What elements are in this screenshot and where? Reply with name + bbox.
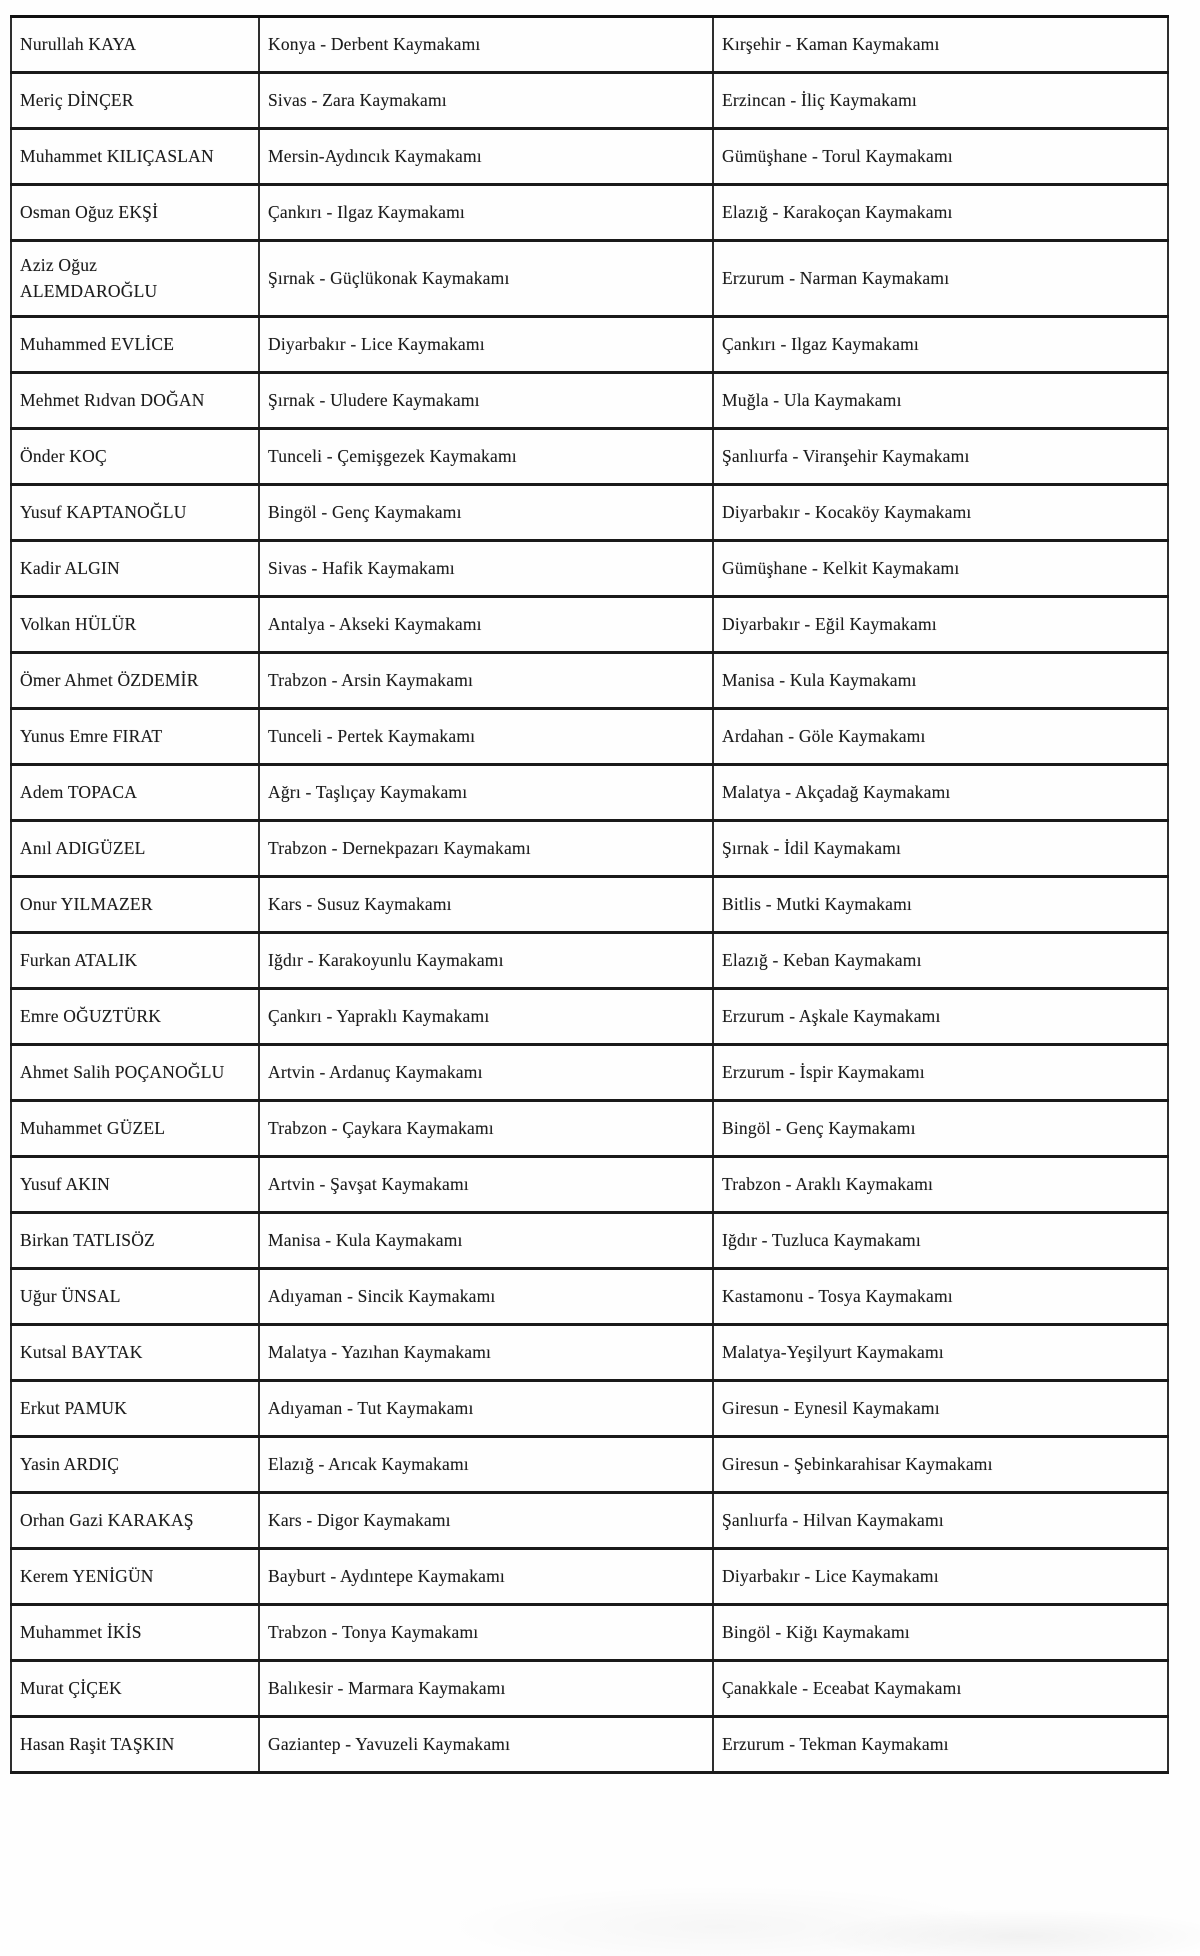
previous-post-cell [259, 821, 713, 877]
new-post-cell [713, 933, 1168, 989]
new-post-cell [713, 373, 1168, 429]
table-row [11, 17, 1168, 73]
table-row [11, 541, 1168, 597]
previous-post-cell-text: Tunceli - Çemişgezek Kaymakamı [268, 446, 517, 466]
table-row [11, 485, 1168, 541]
name-cell-text: Furkan ATALIK [20, 950, 138, 970]
previous-post-cell [259, 1325, 713, 1381]
previous-post-cell [259, 1045, 713, 1101]
previous-post-cell [259, 989, 713, 1045]
table-row [11, 129, 1168, 185]
new-post-cell-text: Bingöl - Genç Kaymakamı [722, 1118, 916, 1138]
new-post-cell-text: Diyarbakır - Kocaköy Kaymakamı [722, 502, 972, 522]
new-post-cell [713, 1661, 1168, 1717]
new-post-cell [713, 1549, 1168, 1605]
previous-post-cell-text: Bingöl - Genç Kaymakamı [268, 502, 462, 522]
name-cell [11, 821, 259, 877]
new-post-cell [713, 485, 1168, 541]
name-cell-text: Kadir ALGIN [20, 558, 120, 578]
name-cell-text: Osman Oğuz EKŞİ [20, 202, 159, 222]
table-row [11, 653, 1168, 709]
table-row [11, 1213, 1168, 1269]
name-cell-text: Meriç DİNÇER [20, 90, 134, 110]
new-post-cell [713, 541, 1168, 597]
name-cell [11, 241, 259, 317]
table-row [11, 1437, 1168, 1493]
name-cell-text: Kutsal BAYTAK [20, 1342, 143, 1362]
name-cell [11, 877, 259, 933]
previous-post-cell [259, 1605, 713, 1661]
table-row [11, 241, 1168, 317]
previous-post-cell [259, 1493, 713, 1549]
previous-post-cell [259, 1661, 713, 1717]
new-post-cell [713, 185, 1168, 241]
name-cell [11, 185, 259, 241]
previous-post-cell [259, 1381, 713, 1437]
previous-post-cell [259, 241, 713, 317]
new-post-cell [713, 17, 1168, 73]
name-cell-text: Volkan HÜLÜR [20, 614, 137, 634]
name-cell-text: Murat ÇİÇEK [20, 1678, 122, 1698]
name-cell [11, 1717, 259, 1773]
previous-post-cell-text: Trabzon - Dernekpazarı Kaymakamı [268, 838, 531, 858]
new-post-cell-text: Ardahan - Göle Kaymakamı [722, 726, 926, 746]
previous-post-cell [259, 373, 713, 429]
previous-post-cell [259, 1717, 713, 1773]
appointments-table [10, 15, 1169, 1774]
previous-post-cell [259, 1549, 713, 1605]
new-post-cell-text: Erzincan - İliç Kaymakamı [722, 90, 917, 110]
name-cell [11, 1045, 259, 1101]
previous-post-cell-text: Sivas - Hafik Kaymakamı [268, 558, 455, 578]
name-cell-text: Emre OĞUZTÜRK [20, 1006, 162, 1026]
previous-post-cell-text: Çankırı - Yapraklı Kaymakamı [268, 1006, 490, 1026]
previous-post-cell-text: Trabzon - Arsin Kaymakamı [268, 670, 474, 690]
name-cell [11, 933, 259, 989]
name-cell [11, 541, 259, 597]
new-post-cell [713, 129, 1168, 185]
table-row [11, 989, 1168, 1045]
previous-post-cell-text: Ağrı - Taşlıçay Kaymakamı [268, 782, 468, 802]
name-cell [11, 1381, 259, 1437]
table-row [11, 1605, 1168, 1661]
appointments-table-body [11, 17, 1168, 1773]
new-post-cell [713, 653, 1168, 709]
name-cell [11, 1101, 259, 1157]
previous-post-cell-text: Konya - Derbent Kaymakamı [268, 34, 481, 54]
previous-post-cell [259, 1213, 713, 1269]
new-post-cell-text: Muğla - Ula Kaymakamı [722, 390, 902, 410]
previous-post-cell [259, 597, 713, 653]
previous-post-cell-text: Çankırı - Ilgaz Kaymakamı [268, 202, 465, 222]
previous-post-cell-text: Bayburt - Aydıntepe Kaymakamı [268, 1566, 505, 1586]
table-row [11, 1325, 1168, 1381]
new-post-cell [713, 1269, 1168, 1325]
new-post-cell-text: Manisa - Kula Kaymakamı [722, 670, 917, 690]
name-cell [11, 1157, 259, 1213]
previous-post-cell [259, 129, 713, 185]
previous-post-cell-text: Trabzon - Tonya Kaymakamı [268, 1622, 479, 1642]
new-post-cell-text: Giresun - Eynesil Kaymakamı [722, 1398, 940, 1418]
previous-post-cell-text: Kars - Digor Kaymakamı [268, 1510, 451, 1530]
previous-post-cell-text: Tunceli - Pertek Kaymakamı [268, 726, 476, 746]
table-row [11, 1101, 1168, 1157]
table-row [11, 1549, 1168, 1605]
previous-post-cell [259, 1269, 713, 1325]
name-cell-text: Ahmet Salih POÇANOĞLU [20, 1062, 225, 1082]
table-row [11, 73, 1168, 129]
new-post-cell [713, 989, 1168, 1045]
name-cell-text: Aziz Oğuz ALEMDAROĞLU [20, 255, 158, 301]
new-post-cell [713, 821, 1168, 877]
name-cell-text: Muhammet KILIÇASLAN [20, 146, 214, 166]
previous-post-cell-text: Antalya - Akseki Kaymakamı [268, 614, 482, 634]
name-cell [11, 765, 259, 821]
name-cell [11, 485, 259, 541]
previous-post-cell-text: Manisa - Kula Kaymakamı [268, 1230, 463, 1250]
new-post-cell [713, 429, 1168, 485]
name-cell-text: Hasan Raşit TAŞKIN [20, 1734, 175, 1754]
new-post-cell-text: Malatya-Yeşilyurt Kaymakamı [722, 1342, 944, 1362]
name-cell-text: Mehmet Rıdvan DOĞAN [20, 390, 205, 410]
new-post-cell [713, 73, 1168, 129]
new-post-cell [713, 1157, 1168, 1213]
new-post-cell-text: Gümüşhane - Torul Kaymakamı [722, 146, 953, 166]
previous-post-cell-text: Artvin - Ardanuç Kaymakamı [268, 1062, 483, 1082]
new-post-cell [713, 1717, 1168, 1773]
name-cell-text: Yusuf KAPTANOĞLU [20, 502, 187, 522]
previous-post-cell-text: Kars - Susuz Kaymakamı [268, 894, 452, 914]
table-row [11, 1269, 1168, 1325]
new-post-cell [713, 1493, 1168, 1549]
previous-post-cell [259, 17, 713, 73]
table-row [11, 933, 1168, 989]
new-post-cell [713, 1213, 1168, 1269]
previous-post-cell [259, 1437, 713, 1493]
previous-post-cell [259, 541, 713, 597]
name-cell-text: Adem TOPACA [20, 782, 138, 802]
previous-post-cell [259, 709, 713, 765]
name-cell-text: Uğur ÜNSAL [20, 1286, 121, 1306]
new-post-cell [713, 709, 1168, 765]
new-post-cell-text: Giresun - Şebinkarahisar Kaymakamı [722, 1454, 993, 1474]
new-post-cell-text: Erzurum - Narman Kaymakamı [722, 268, 950, 288]
previous-post-cell [259, 1101, 713, 1157]
name-cell-text: Muhammet İKİS [20, 1622, 142, 1642]
table-row [11, 429, 1168, 485]
previous-post-cell [259, 653, 713, 709]
previous-post-cell-text: Elazığ - Arıcak Kaymakamı [268, 1454, 469, 1474]
previous-post-cell [259, 933, 713, 989]
table-row [11, 877, 1168, 933]
table-row [11, 1157, 1168, 1213]
name-cell-text: Anıl ADIGÜZEL [20, 838, 146, 858]
new-post-cell [713, 1381, 1168, 1437]
name-cell-text: Onur YILMAZER [20, 894, 153, 914]
previous-post-cell [259, 73, 713, 129]
name-cell [11, 597, 259, 653]
new-post-cell-text: Erzurum - İspir Kaymakamı [722, 1062, 925, 1082]
new-post-cell [713, 1045, 1168, 1101]
table-row [11, 1045, 1168, 1101]
new-post-cell-text: Bingöl - Kiğı Kaymakamı [722, 1622, 910, 1642]
name-cell-text: Muhammet GÜZEL [20, 1118, 166, 1138]
new-post-cell-text: Malatya - Akçadağ Kaymakamı [722, 782, 951, 802]
new-post-cell [713, 877, 1168, 933]
new-post-cell-text: Şanlıurfa - Viranşehir Kaymakamı [722, 446, 970, 466]
new-post-cell-text: Iğdır - Tuzluca Kaymakamı [722, 1230, 921, 1250]
previous-post-cell-text: Malatya - Yazıhan Kaymakamı [268, 1342, 492, 1362]
new-post-cell [713, 1437, 1168, 1493]
previous-post-cell-text: Trabzon - Çaykara Kaymakamı [268, 1118, 494, 1138]
previous-post-cell-text: Iğdır - Karakoyunlu Kaymakamı [268, 950, 504, 970]
new-post-cell-text: Diyarbakır - Eğil Kaymakamı [722, 614, 937, 634]
previous-post-cell [259, 185, 713, 241]
table-row [11, 1493, 1168, 1549]
previous-post-cell-text: Sivas - Zara Kaymakamı [268, 90, 447, 110]
name-cell [11, 1549, 259, 1605]
table-row [11, 1717, 1168, 1773]
new-post-cell [713, 317, 1168, 373]
new-post-cell [713, 1101, 1168, 1157]
previous-post-cell-text: Adıyaman - Tut Kaymakamı [268, 1398, 474, 1418]
previous-post-cell [259, 429, 713, 485]
name-cell [11, 1325, 259, 1381]
name-cell [11, 373, 259, 429]
new-post-cell [713, 1325, 1168, 1381]
name-cell [11, 73, 259, 129]
table-row [11, 373, 1168, 429]
new-post-cell [713, 1605, 1168, 1661]
name-cell-text: Orhan Gazi KARAKAŞ [20, 1510, 194, 1530]
table-row [11, 185, 1168, 241]
previous-post-cell-text: Şırnak - Uludere Kaymakamı [268, 390, 480, 410]
table-row [11, 765, 1168, 821]
previous-post-cell [259, 317, 713, 373]
name-cell [11, 1269, 259, 1325]
new-post-cell-text: Şırnak - İdil Kaymakamı [722, 838, 902, 858]
table-row [11, 317, 1168, 373]
new-post-cell-text: Trabzon - Araklı Kaymakamı [722, 1174, 934, 1194]
name-cell-text: Birkan TATLISÖZ [20, 1230, 155, 1250]
previous-post-cell-text: Gaziantep - Yavuzeli Kaymakamı [268, 1734, 511, 1754]
new-post-cell-text: Gümüşhane - Kelkit Kaymakamı [722, 558, 960, 578]
name-cell-text: Kerem YENİGÜN [20, 1566, 154, 1586]
previous-post-cell-text: Artvin - Şavşat Kaymakamı [268, 1174, 469, 1194]
name-cell [11, 989, 259, 1045]
new-post-cell-text: Çanakkale - Eceabat Kaymakamı [722, 1678, 962, 1698]
previous-post-cell [259, 485, 713, 541]
table-row [11, 709, 1168, 765]
name-cell-text: Erkut PAMUK [20, 1398, 128, 1418]
name-cell-text: Yasin ARDIÇ [20, 1454, 120, 1474]
previous-post-cell-text: Mersin-Aydıncık Kaymakamı [268, 146, 482, 166]
previous-post-cell-text: Şırnak - Güçlükonak Kaymakamı [268, 268, 510, 288]
new-post-cell [713, 765, 1168, 821]
name-cell [11, 1661, 259, 1717]
new-post-cell-text: Diyarbakır - Lice Kaymakamı [722, 1566, 939, 1586]
new-post-cell-text: Kırşehir - Kaman Kaymakamı [722, 34, 940, 54]
new-post-cell-text: Bitlis - Mutki Kaymakamı [722, 894, 912, 914]
previous-post-cell-text: Balıkesir - Marmara Kaymakamı [268, 1678, 506, 1698]
name-cell [11, 317, 259, 373]
new-post-cell-text: Kastamonu - Tosya Kaymakamı [722, 1286, 953, 1306]
table-row [11, 1661, 1168, 1717]
previous-post-cell-text: Adıyaman - Sincik Kaymakamı [268, 1286, 496, 1306]
previous-post-cell [259, 877, 713, 933]
name-cell [11, 653, 259, 709]
name-cell [11, 1213, 259, 1269]
name-cell [11, 429, 259, 485]
new-post-cell [713, 241, 1168, 317]
name-cell-text: Yunus Emre FIRAT [20, 726, 163, 746]
previous-post-cell-text: Diyarbakır - Lice Kaymakamı [268, 334, 485, 354]
name-cell [11, 129, 259, 185]
new-post-cell-text: Çankırı - Ilgaz Kaymakamı [722, 334, 919, 354]
previous-post-cell [259, 765, 713, 821]
new-post-cell-text: Erzurum - Tekman Kaymakamı [722, 1734, 949, 1754]
name-cell [11, 17, 259, 73]
name-cell [11, 709, 259, 765]
new-post-cell [713, 597, 1168, 653]
name-cell-text: Önder KOÇ [20, 446, 107, 466]
name-cell [11, 1437, 259, 1493]
name-cell-text: Nurullah KAYA [20, 34, 137, 54]
name-cell-text: Muhammed EVLİCE [20, 334, 175, 354]
new-post-cell-text: Elazığ - Karakoçan Kaymakamı [722, 202, 953, 222]
new-post-cell-text: Erzurum - Aşkale Kaymakamı [722, 1006, 941, 1026]
table-row [11, 597, 1168, 653]
table-row [11, 1381, 1168, 1437]
table-row [11, 821, 1168, 877]
new-post-cell-text: Elazığ - Keban Kaymakamı [722, 950, 922, 970]
name-cell-text: Ömer Ahmet ÖZDEMİR [20, 670, 199, 690]
name-cell-text: Yusuf AKIN [20, 1174, 110, 1194]
previous-post-cell [259, 1157, 713, 1213]
name-cell [11, 1493, 259, 1549]
new-post-cell-text: Şanlıurfa - Hilvan Kaymakamı [722, 1510, 944, 1530]
name-cell [11, 1605, 259, 1661]
